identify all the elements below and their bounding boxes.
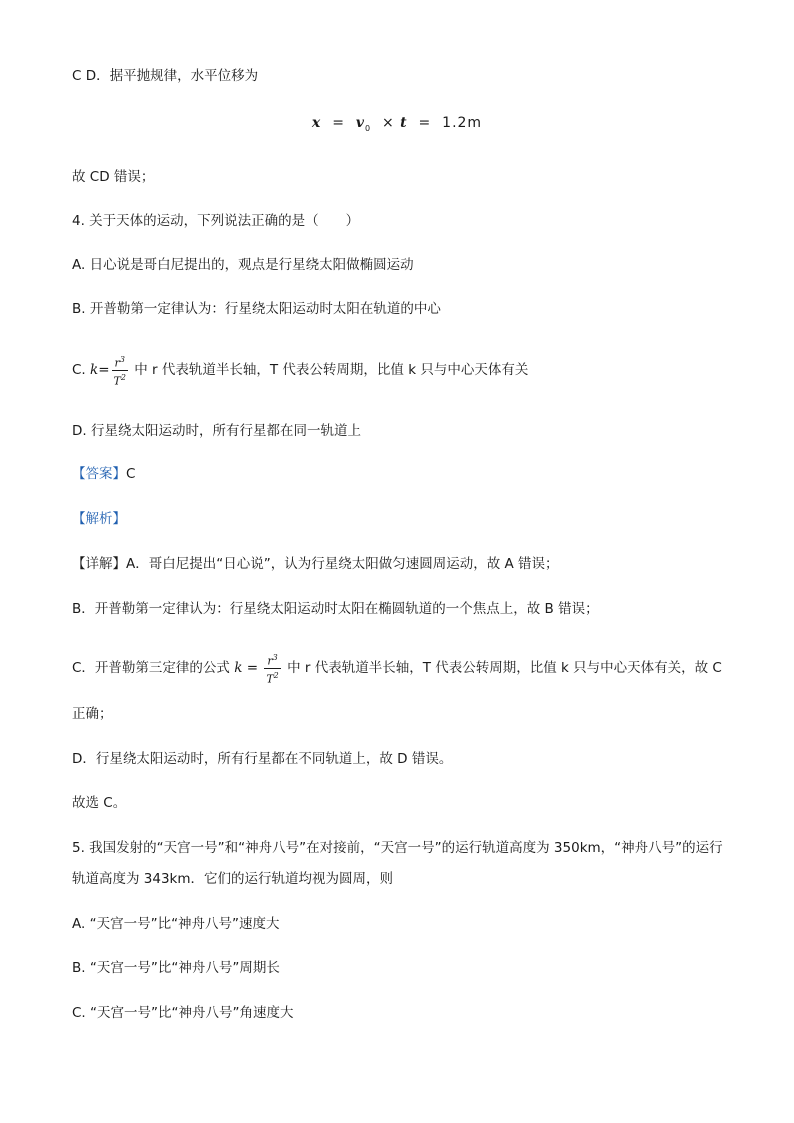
q4-c-numerator (112, 353, 128, 371)
detail-c-denominator (264, 669, 280, 686)
detail-c-den-base: T (266, 672, 274, 686)
q5-stem-line-1 (72, 838, 723, 858)
q5-option-b (72, 958, 280, 978)
detail-d-line (72, 749, 452, 769)
q4-c-eq: = (98, 362, 110, 379)
detail-c-cont-text: 正确； (72, 706, 113, 722)
detail-c-eq: = (246, 660, 259, 677)
q4-c-num-base: r (114, 356, 120, 370)
q5-stem-text-1: 5. 我国发射的“天宫一号”和“神舟八号”在对接前，“天宫一号”的运行轨道高度为 350km，“神舟八号”的运行 (72, 840, 723, 856)
q4-c-k: k (90, 362, 99, 379)
formula-v-subscript: 0 (364, 123, 372, 133)
detail-b-text: B．开普勒第一定律认为：行星绕太阳运动时太阳在椭圆轨道的一个焦点上，故 B 错误； (72, 601, 599, 617)
answer-tag: 【答案】 (72, 466, 126, 482)
formula-t: t (400, 115, 408, 131)
q4-option-b-text: B. 开普勒第一定律认为：行星绕太阳运动时太阳在轨道的中心 (72, 301, 441, 317)
q4-option-c-suffix: 中 r 代表轨道半长轴，T 代表公转周期，比值 k 只与中心天体有关 (134, 362, 529, 379)
q4-option-c (72, 353, 528, 387)
q5-option-a (72, 914, 280, 934)
cd-intro-text: C D．据平抛规律，水平位移为 (72, 68, 259, 84)
q4-option-a-text: A. 日心说是哥白尼提出的，观点是行星绕太阳做椭圆运动 (72, 257, 414, 273)
q4-option-a (72, 255, 414, 275)
detail-c-numerator (264, 651, 280, 669)
cd-conclusion-line (72, 167, 154, 187)
displacement-formula (0, 115, 794, 133)
analysis-line (72, 509, 126, 529)
q4-c-num-exp: 3 (119, 355, 125, 364)
formula-times: × (381, 115, 395, 131)
q5-stem-text-2: 轨道高度为 343km．它们的运行轨道均视为圆周，则 (72, 871, 394, 887)
formula-equals-2: = (418, 115, 432, 131)
detail-c-den-exp: 2 (273, 670, 279, 680)
q4-option-d (72, 421, 361, 441)
choose-line (72, 793, 126, 813)
analysis-tag: 【解析】 (72, 511, 126, 527)
q4-stem-text: 4. 关于天体的运动，下列说法正确的是（ ） (72, 213, 360, 229)
formula-equals-1: = (332, 115, 345, 131)
formula-v: v (355, 115, 365, 131)
detail-a-line (72, 554, 559, 574)
detail-c-num-base: r (267, 654, 273, 668)
q4-c-den-exp: 2 (120, 372, 126, 382)
detail-c-suffix: 中 r 代表轨道半长轴，T 代表公转周期，比值 k 只与中心天体有关，故 C (287, 660, 722, 677)
q5-option-c-text: C. “天宫一号”比“神舟八号”角速度大 (72, 1005, 294, 1021)
q4-c-fraction (112, 353, 128, 387)
formula-x: x (311, 115, 322, 131)
q4-stem (72, 211, 359, 231)
detail-c-num-exp: 3 (272, 653, 278, 662)
detail-c-line (72, 651, 722, 685)
q5-option-b-text: B. “天宫一号”比“神舟八号”周期长 (72, 960, 280, 976)
detail-b-line (72, 599, 599, 619)
cd-conclusion-text: 故 CD 错误； (72, 169, 155, 185)
cd-intro-line (72, 66, 258, 86)
q4-c-denominator (112, 371, 128, 388)
detail-c-k: k (234, 660, 243, 677)
q4-option-c-prefix: C. (72, 362, 86, 379)
answer-line (72, 464, 135, 484)
answer-value: C (126, 466, 136, 482)
q4-option-b (72, 299, 441, 319)
q4-c-den-base: T (113, 374, 121, 388)
choose-text: 故选 C。 (72, 795, 127, 811)
q5-option-c (72, 1003, 293, 1023)
detail-a-text: A．哥白尼提出“日心说”，认为行星绕太阳做匀速圆周运动，故 A 错误； (126, 556, 559, 572)
detail-c-prefix: C．开普勒第三定律的公式 (72, 660, 230, 677)
q4-option-d-text: D. 行星绕太阳运动时，所有行星都在同一轨道上 (72, 423, 361, 439)
detail-tag: 【详解】 (72, 556, 126, 572)
detail-d-text: D．行星绕太阳运动时，所有行星都在不同轨道上，故 D 错误。 (72, 751, 453, 767)
detail-c-continuation (72, 704, 113, 724)
q5-stem-line-2 (72, 869, 393, 889)
detail-c-fraction (264, 651, 280, 685)
formula-result: 1.2m (442, 115, 483, 131)
q5-option-a-text: A. “天宫一号”比“神舟八号”速度大 (72, 916, 280, 932)
